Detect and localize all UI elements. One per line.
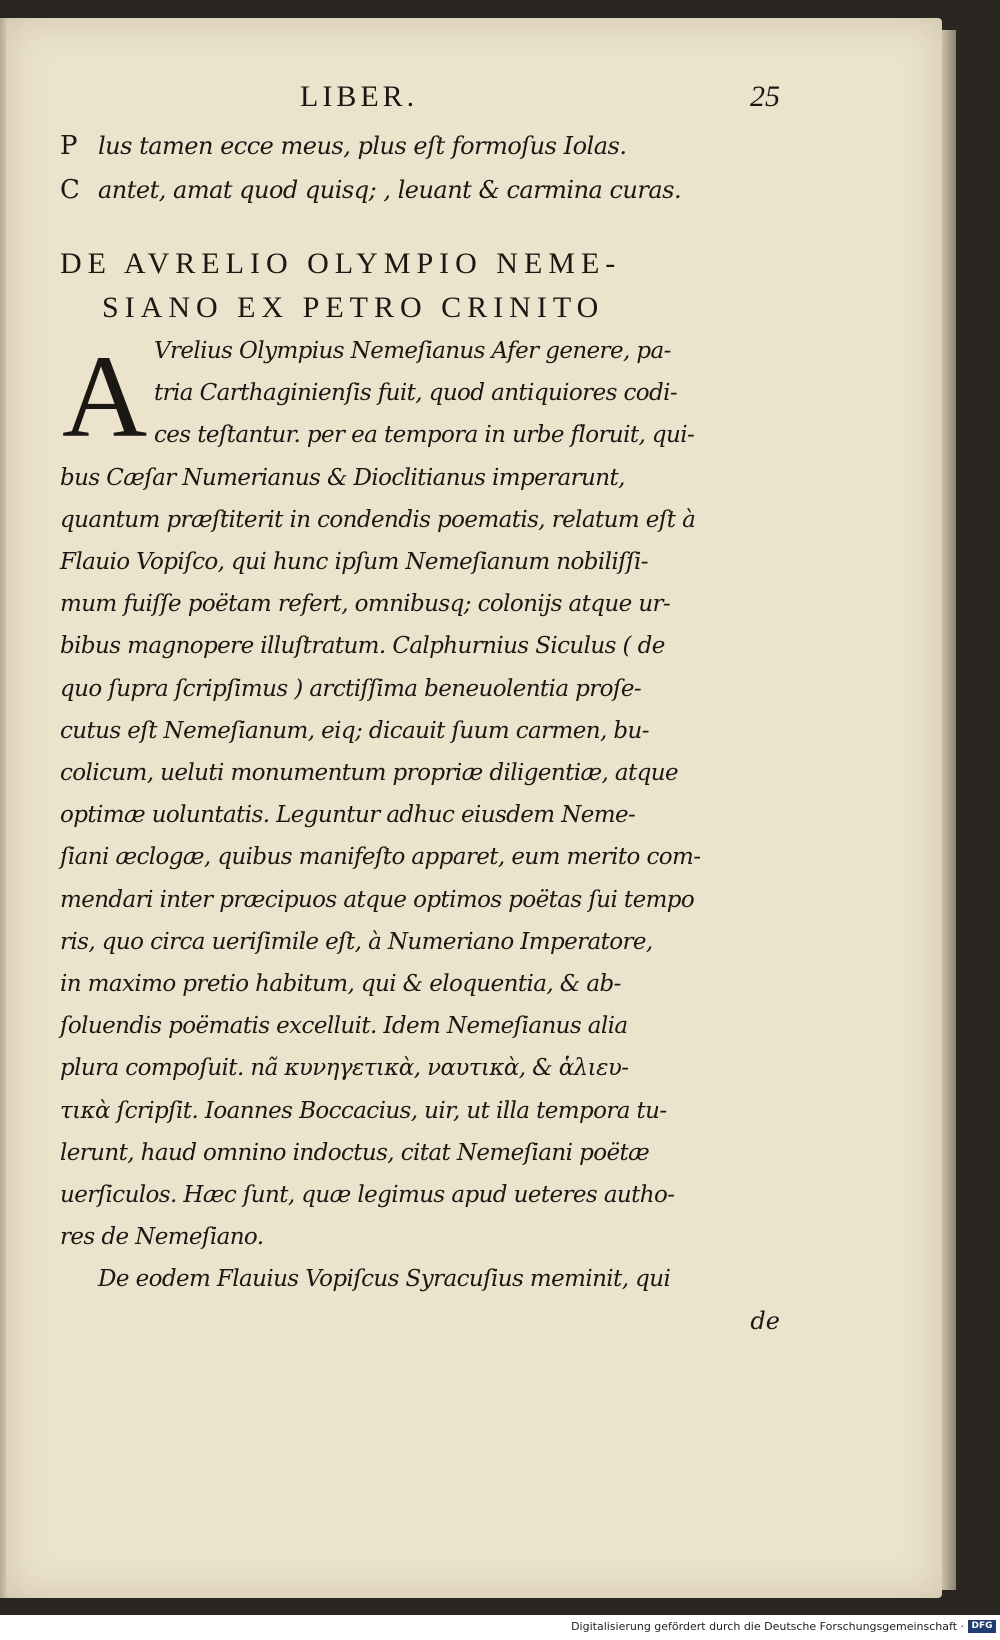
drop-cap: A — [62, 331, 148, 462]
body-line: bibus magnopere illuſtratum. Calphurnius Siculus ( de — [60, 633, 665, 660]
body-line: ſiani æclogæ, quibus manifeſto apparet, eum merito com- — [60, 844, 701, 871]
body-line: optimæ uoluntatis. Leguntur adhuc eiusdem Neme- — [60, 802, 636, 829]
body-line: Vrelius Olympius Nemeſianus Afer genere, pa- — [154, 338, 671, 364]
heading-line-1: DE AVRELIO OLYMPIO NEME- — [60, 247, 622, 280]
body-line: uerſiculos. Hæc ſunt, quæ legimus apud ueteres autho- — [60, 1182, 675, 1209]
footer-bar — [0, 1615, 1000, 1640]
body-line: ſoluendis poëmatis excelluit. Idem Nemeſianus alia — [60, 1013, 628, 1040]
body-line: ces teſtantur. per ea tempora in urbe floruit, qui- — [154, 422, 695, 449]
body-line: mendari inter præcipuos atque optimos poëtas ſui tempo — [60, 886, 695, 913]
running-title: LIBER. — [300, 80, 419, 113]
footer-credit: Digitalisierung gefördert durch die Deutsche Forschungsgemeinschaft · — [571, 1620, 964, 1633]
body-line: in maximo pretio habitum, qui & eloquentia, & ab- — [60, 971, 621, 998]
section-heading — [60, 242, 780, 330]
page-content — [60, 80, 780, 1341]
body-paragraph — [60, 330, 780, 1258]
catchword: de — [750, 1306, 780, 1335]
body-line: lerunt, haud omnino indoctus, citat Nemeſiani poëtæ — [60, 1139, 650, 1166]
verse-text: antet, amat quod quisq; , leuant & carmina curas. — [98, 176, 682, 204]
body-line: colicum, ueluti monumentum propriæ diligentiæ, atque — [60, 760, 679, 787]
closing-line: De eodem Flauius Vopiſcus Syracuſius meminit, qui — [98, 1266, 671, 1293]
body-line: tria Carthaginienſis fuit, quod antiquiores codi- — [154, 380, 678, 407]
body-line: bus Cæſar Numerianus & Dioclitianus imperarunt, — [60, 464, 625, 491]
body-line: Flauio Vopiſco, qui hunc ipſum Nemeſianum nobiliſſi- — [60, 549, 648, 576]
body-line: plura compoſuit. nã κυνηγετικὰ, ναυτικὰ, & ἁλιευ- — [60, 1055, 629, 1082]
running-head — [60, 80, 780, 124]
body-line: quantum præſtiterit in condendis poematis, relatum eſt à — [60, 506, 696, 533]
body-line: mum fuiſſe poëtam refert, omnibusq; colonijs atque ur- — [60, 591, 671, 618]
dfg-logo: DFG — [968, 1620, 996, 1633]
verse-initial: P — [60, 131, 78, 161]
verse-text: lus tamen ecce meus, plus eſt formoſus Iolas. — [98, 132, 627, 160]
verse-initial: C — [60, 175, 80, 205]
folio-number: 25 — [750, 80, 780, 113]
verse-line — [60, 168, 780, 212]
body-line: quo ſupra ſcripſimus ) arctiſſima beneuolentia proſe- — [60, 675, 642, 702]
body-line: cutus eſt Nemeſianum, eiq; dicauit ſuum carmen, bu- — [60, 717, 649, 744]
page-right-edge — [942, 30, 956, 1590]
body-line: res de Nemeſiano. — [60, 1224, 264, 1251]
verse-line — [60, 124, 780, 168]
body-line: ris, quo circa ueriſimile eſt, à Numeriano Imperatore, — [60, 928, 653, 955]
heading-line-2: SIANO EX PETRO CRINITO — [102, 291, 605, 324]
body-line: τικὰ ſcripſit. Ioannes Boccacius, uir, ut illa tempora tu- — [60, 1097, 667, 1124]
